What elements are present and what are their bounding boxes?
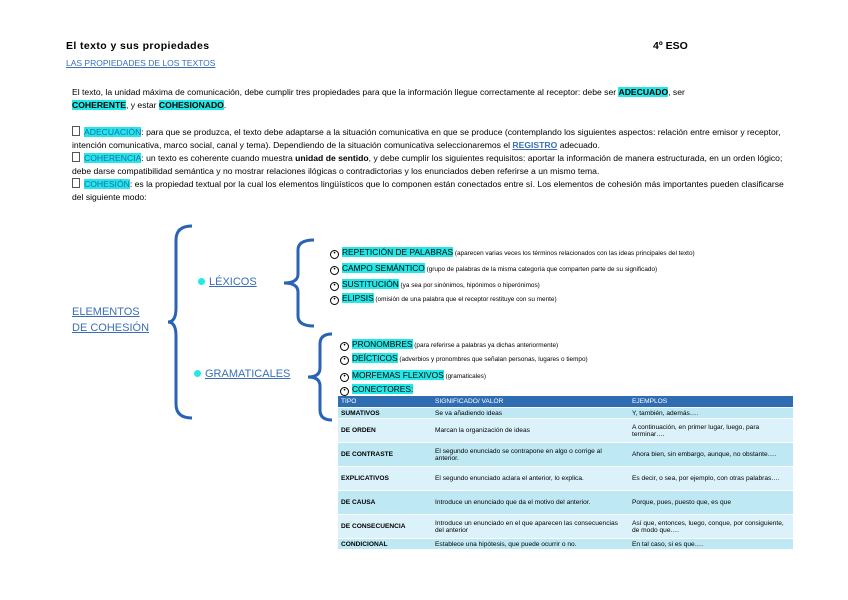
adecuacion-label: ADECUACIÓN bbox=[84, 127, 142, 137]
item-note: (para referirse a palabras ya dichas anteriormente) bbox=[412, 342, 559, 349]
item-note: (ya sea por sinónimos, hipónimos o hiperónimos) bbox=[398, 282, 540, 289]
bullet-icon bbox=[198, 278, 205, 285]
table-cell: DE CONSECUENCIA bbox=[338, 515, 432, 539]
bullet-icon bbox=[194, 370, 201, 377]
table-cell: En tal caso, si es que…. bbox=[629, 539, 793, 550]
table-cell: El segundo enunciado se contrapone en algo o corrige al anterior. bbox=[432, 443, 629, 467]
root-line-2: DE COHESIÓN bbox=[72, 322, 150, 334]
table-row bbox=[338, 467, 793, 491]
table-cell: DE CAUSA bbox=[338, 491, 432, 515]
item-note: (grupo de palabras de la misma categoría que comparten parte de su significado) bbox=[424, 266, 658, 273]
checkbox-icon bbox=[72, 126, 80, 136]
item-label: CONECTORES: bbox=[352, 384, 414, 394]
intro-text-2: , ser bbox=[668, 87, 685, 97]
lexicos-heading[interactable] bbox=[198, 276, 257, 288]
term-adecuado: ADECUADO bbox=[618, 87, 669, 97]
table-cell: Ahora bien, sin embargo, aunque, no obstante…. bbox=[629, 443, 793, 467]
item-label: PRONOMBRES bbox=[352, 339, 413, 349]
circle-bullet-icon: • bbox=[330, 296, 339, 305]
table-row bbox=[338, 443, 793, 467]
column-header: EJEMPLOS bbox=[629, 396, 793, 408]
list-item bbox=[330, 247, 695, 259]
list-item bbox=[340, 370, 486, 382]
item-label: REPETICIÓN DE PALABRAS bbox=[342, 247, 454, 257]
item-note: (adverbios y pronombres que señalan personas, lugares o tiempo) bbox=[397, 356, 588, 363]
adecuacion-text-1: : para que se produzca, el texto debe adaptarse a la situación comunicativa en que se produce (contemplando los siguientes aspectos: relación entre emisor y receptor, intención comunicativa, marco social, canal y tema). Dependiendo de la situación comunicativa seleccionaremos el bbox=[72, 127, 781, 150]
table-cell: DE ORDEN bbox=[338, 419, 432, 443]
table-cell: Así que, entonces, luego, conque, por consiguiente, de modo que…. bbox=[629, 515, 793, 539]
table-cell: Marcan la organización de ideas bbox=[432, 419, 629, 443]
list-item bbox=[330, 279, 540, 291]
root-line-1: ELEMENTOS bbox=[72, 306, 140, 318]
item-label: SUSTITUCIÓN bbox=[342, 279, 399, 289]
main-brace bbox=[168, 224, 198, 420]
table-cell: Porque, pues, puesto que, es que bbox=[629, 491, 793, 515]
term-cohesionado: COHESIONADO bbox=[158, 100, 224, 110]
cohesion-text: : es la propiedad textual por la cual los elementos lingüísticos que lo componen están conectados entre sí. Los elementos de cohesión más importantes pueden clasificarse del siguiente modo: bbox=[72, 179, 784, 202]
item-label: MORFEMAS FLEXIVOS bbox=[352, 370, 444, 380]
coherencia-text-1: : un texto es coherente cuando muestra bbox=[141, 153, 296, 163]
section-subtitle[interactable]: LAS PROPIEDADES DE LOS TEXTOS bbox=[66, 58, 216, 68]
circle-bullet-icon: • bbox=[330, 282, 339, 291]
item-label: CAMPO SEMÁNTICO bbox=[342, 263, 425, 273]
list-item bbox=[330, 293, 557, 305]
lexicos-brace bbox=[282, 238, 318, 328]
item-label: ELIPSIS bbox=[342, 293, 374, 303]
item-note: (gramaticales) bbox=[443, 373, 486, 380]
unidad-sentido: unidad de sentido bbox=[295, 153, 369, 163]
list-item bbox=[330, 263, 657, 275]
coherencia-text-2: , y debe cumplir los siguientes requisitos: aportar la información de manera estructurada, en un orden lógico; debe darse compatibilidad semántica y no mostrar relaciones ilógicas o contradictorias y los enunciados deben referirse a un mismo tema. bbox=[72, 153, 783, 176]
list-item bbox=[340, 384, 413, 396]
document-title: El texto y sus propiedades bbox=[66, 40, 210, 52]
table-cell: CONDICIONAL bbox=[338, 539, 432, 550]
table-cell: A continuación, en primer lugar, luego, para terminar…. bbox=[629, 419, 793, 443]
coherencia-label: COHERENCIA bbox=[84, 153, 142, 163]
circle-bullet-icon: • bbox=[340, 373, 349, 382]
column-header: SIGNIFICADO/ VALOR bbox=[432, 396, 629, 408]
circle-bullet-icon: • bbox=[330, 266, 339, 275]
item-note: (aparecen varias veces los términos relacionados con las ideas principales del texto) bbox=[453, 250, 695, 257]
table-header-row bbox=[338, 396, 793, 408]
adecuacion-text-2: adecuado. bbox=[557, 140, 600, 150]
item-label: DEÍCTICOS bbox=[352, 353, 398, 363]
intro-text-1: El texto, la unidad máxima de comunicación, debe cumplir tres propiedades para que la información llegue correctamente al receptor: debe ser bbox=[72, 87, 619, 97]
table-cell: Introduce un enunciado en el que aparecen las consecuencias del anterior bbox=[432, 515, 629, 539]
connectors-table bbox=[338, 396, 793, 550]
gramaticales-brace bbox=[306, 332, 336, 422]
column-header: TIPO bbox=[338, 396, 432, 408]
table-row bbox=[338, 491, 793, 515]
registro-link[interactable]: REGISTRO bbox=[512, 140, 558, 150]
table-cell: DE CONTRASTE bbox=[338, 443, 432, 467]
checkbox-icon bbox=[72, 152, 80, 162]
table-row bbox=[338, 408, 793, 419]
adecuacion-paragraph bbox=[72, 126, 794, 204]
gramaticales-label: GRAMATICALES bbox=[205, 368, 291, 380]
cohesion-label: COHESIÓN bbox=[84, 179, 130, 189]
item-note: (omisión de una palabra que el receptor restituye con su mente) bbox=[373, 296, 557, 303]
circle-bullet-icon: • bbox=[330, 250, 339, 259]
circle-bullet-icon: • bbox=[340, 387, 349, 396]
table-cell: Y, también, además…. bbox=[629, 408, 793, 419]
table-cell: Se va añadiendo ideas bbox=[432, 408, 629, 419]
intro-text-4: . bbox=[223, 100, 227, 110]
circle-bullet-icon: • bbox=[340, 356, 349, 365]
circle-bullet-icon: • bbox=[340, 342, 349, 351]
list-item bbox=[340, 353, 588, 365]
gramaticales-heading[interactable] bbox=[194, 368, 290, 380]
table-row bbox=[338, 515, 793, 539]
table-cell: Introduce un enunciado que da el motivo del anterior. bbox=[432, 491, 629, 515]
checkbox-icon bbox=[72, 178, 80, 188]
table-cell: Es decir, o sea, por ejemplo, con otras palabras…. bbox=[629, 467, 793, 491]
intro-text-3: , y estar bbox=[125, 100, 159, 110]
table-cell: SUMATIVOS bbox=[338, 408, 432, 419]
table-cell: EXPLICATIVOS bbox=[338, 467, 432, 491]
table-row bbox=[338, 539, 793, 550]
table-cell: El segundo enunciado aclara el anterior, lo explica. bbox=[432, 467, 629, 491]
table-row bbox=[338, 419, 793, 443]
table-cell: Establece una hipótesis, que puede ocurrir o no. bbox=[432, 539, 629, 550]
intro-paragraph bbox=[72, 86, 794, 112]
list-item bbox=[340, 339, 558, 351]
term-coherente: COHERENTE bbox=[72, 100, 126, 110]
elementos-cohesion-heading[interactable] bbox=[72, 304, 149, 336]
lexicos-label: LÉXICOS bbox=[209, 276, 257, 288]
grade-label: 4º ESO bbox=[653, 40, 688, 52]
